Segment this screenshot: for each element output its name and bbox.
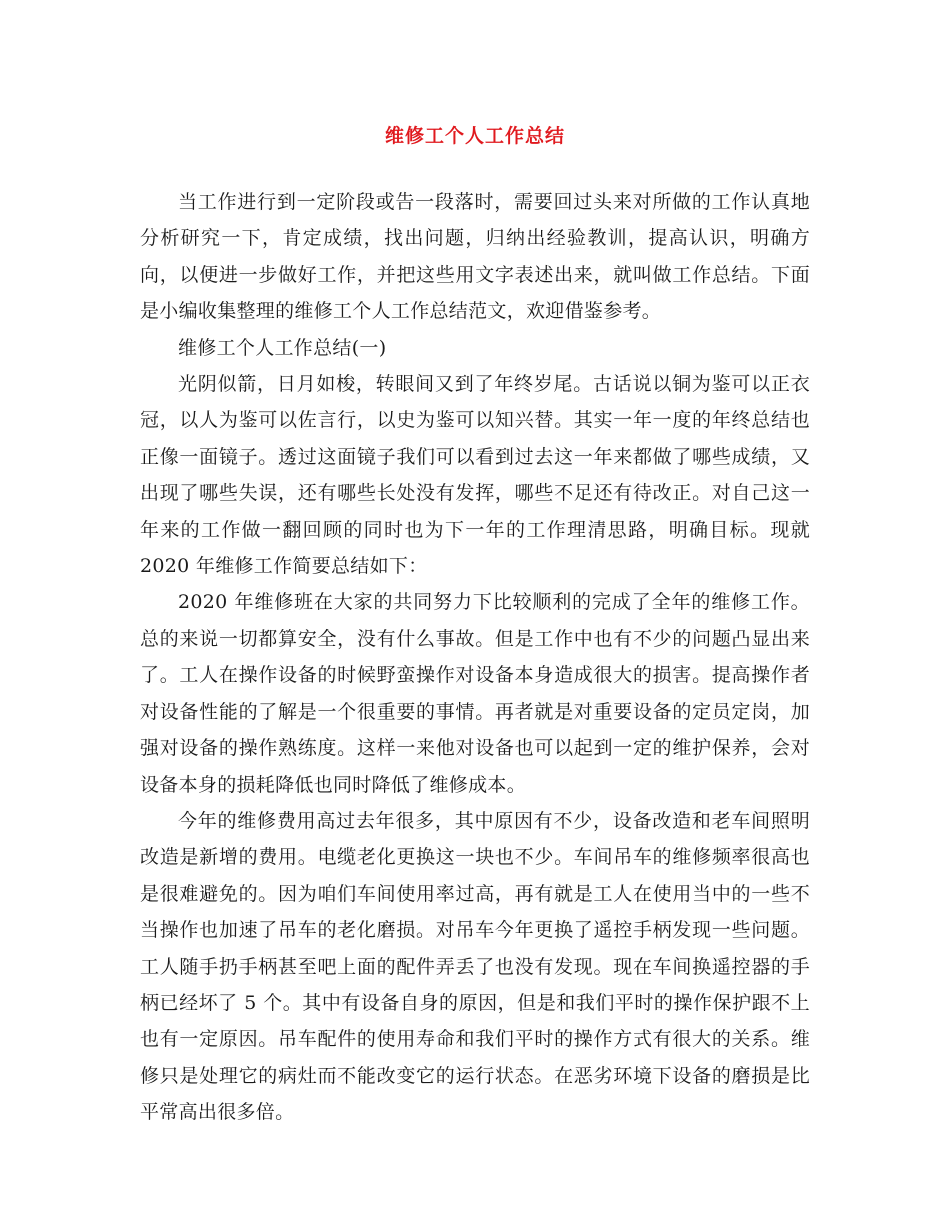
intro-paragraph: 当工作进行到一定阶段或告一段落时，需要回过头来对所做的工作认真地分析研究一下，肯定成绩，找出问题，归纳出经验教训，提高认识，明确方向，以便进一步做好工作，并把这些用文字表述出来，就叫做工作总结。下面是小编收集整理的维修工个人工作总结范文，欢迎借鉴参考。 — [140, 191, 810, 323]
body-paragraph-3: 今年的维修费用高过去年很多，其中原因有不少，设备改造和老车间照明改造是新增的费用。电缆老化更换这一块也不少。车间吊车的维修频率很高也是很难避免的。因为咱们车间使用率过高，再有就是工人在使用当中的一些不当操作也加速了吊车的老化磨损。对吊车今年更换了遥控手柄发现一些问题。工人随手扔手柄甚至吧上面的配件弄丢了也没有发现。现在车间换遥控器的手柄已经坏了 5 个。其中有设备自身的原因，但是和我们平时的操作保护跟不上也有一定原因。吊车配件的使用寿命和我们平时的操作方式有很大的关系。维修只是处理它的病灶而不能改变它的运行状态。在恶劣环境下设备的磨损是比平常高出很多倍。 — [140, 809, 810, 1124]
section-heading: 维修工个人工作总结(一) — [178, 336, 387, 359]
body-paragraph-2: 2020 年维修班在大家的共同努力下比较顺利的完成了全年的维修工作。总的来说一切都算安全，没有什么事故。但是工作中也有不少的问题凸显出来了。工人在操作设备的时候野蛮操作对设备本身造成很大的损害。提高操作者对设备性能的了解是一个很重要的事情。再者就是对重要设备的定员定岗，加强对设备的操作熟练度。这样一来他对设备也可以起到一定的维护保养，会对设备本身的损耗降低也同时降低了维修成本。 — [140, 591, 810, 796]
body-paragraph-1: 光阴似箭，日月如梭，转眼间又到了年终岁尾。古话说以铜为鉴可以正衣冠，以人为鉴可以佐言行，以史为鉴可以知兴替。其实一年一度的年终总结也正像一面镜子。透过这面镜子我们可以看到过去这一年来都做了哪些成绩，又出现了哪些失误，还有哪些长处没有发挥，哪些不足还有待改正。对自己这一年来的工作做一翻回顾的同时也为下一年的工作理清思路，明确目标。现就 2020 年维修工作简要总结如下： — [140, 373, 810, 578]
document-title: 维修工个人工作总结 — [384, 125, 565, 147]
